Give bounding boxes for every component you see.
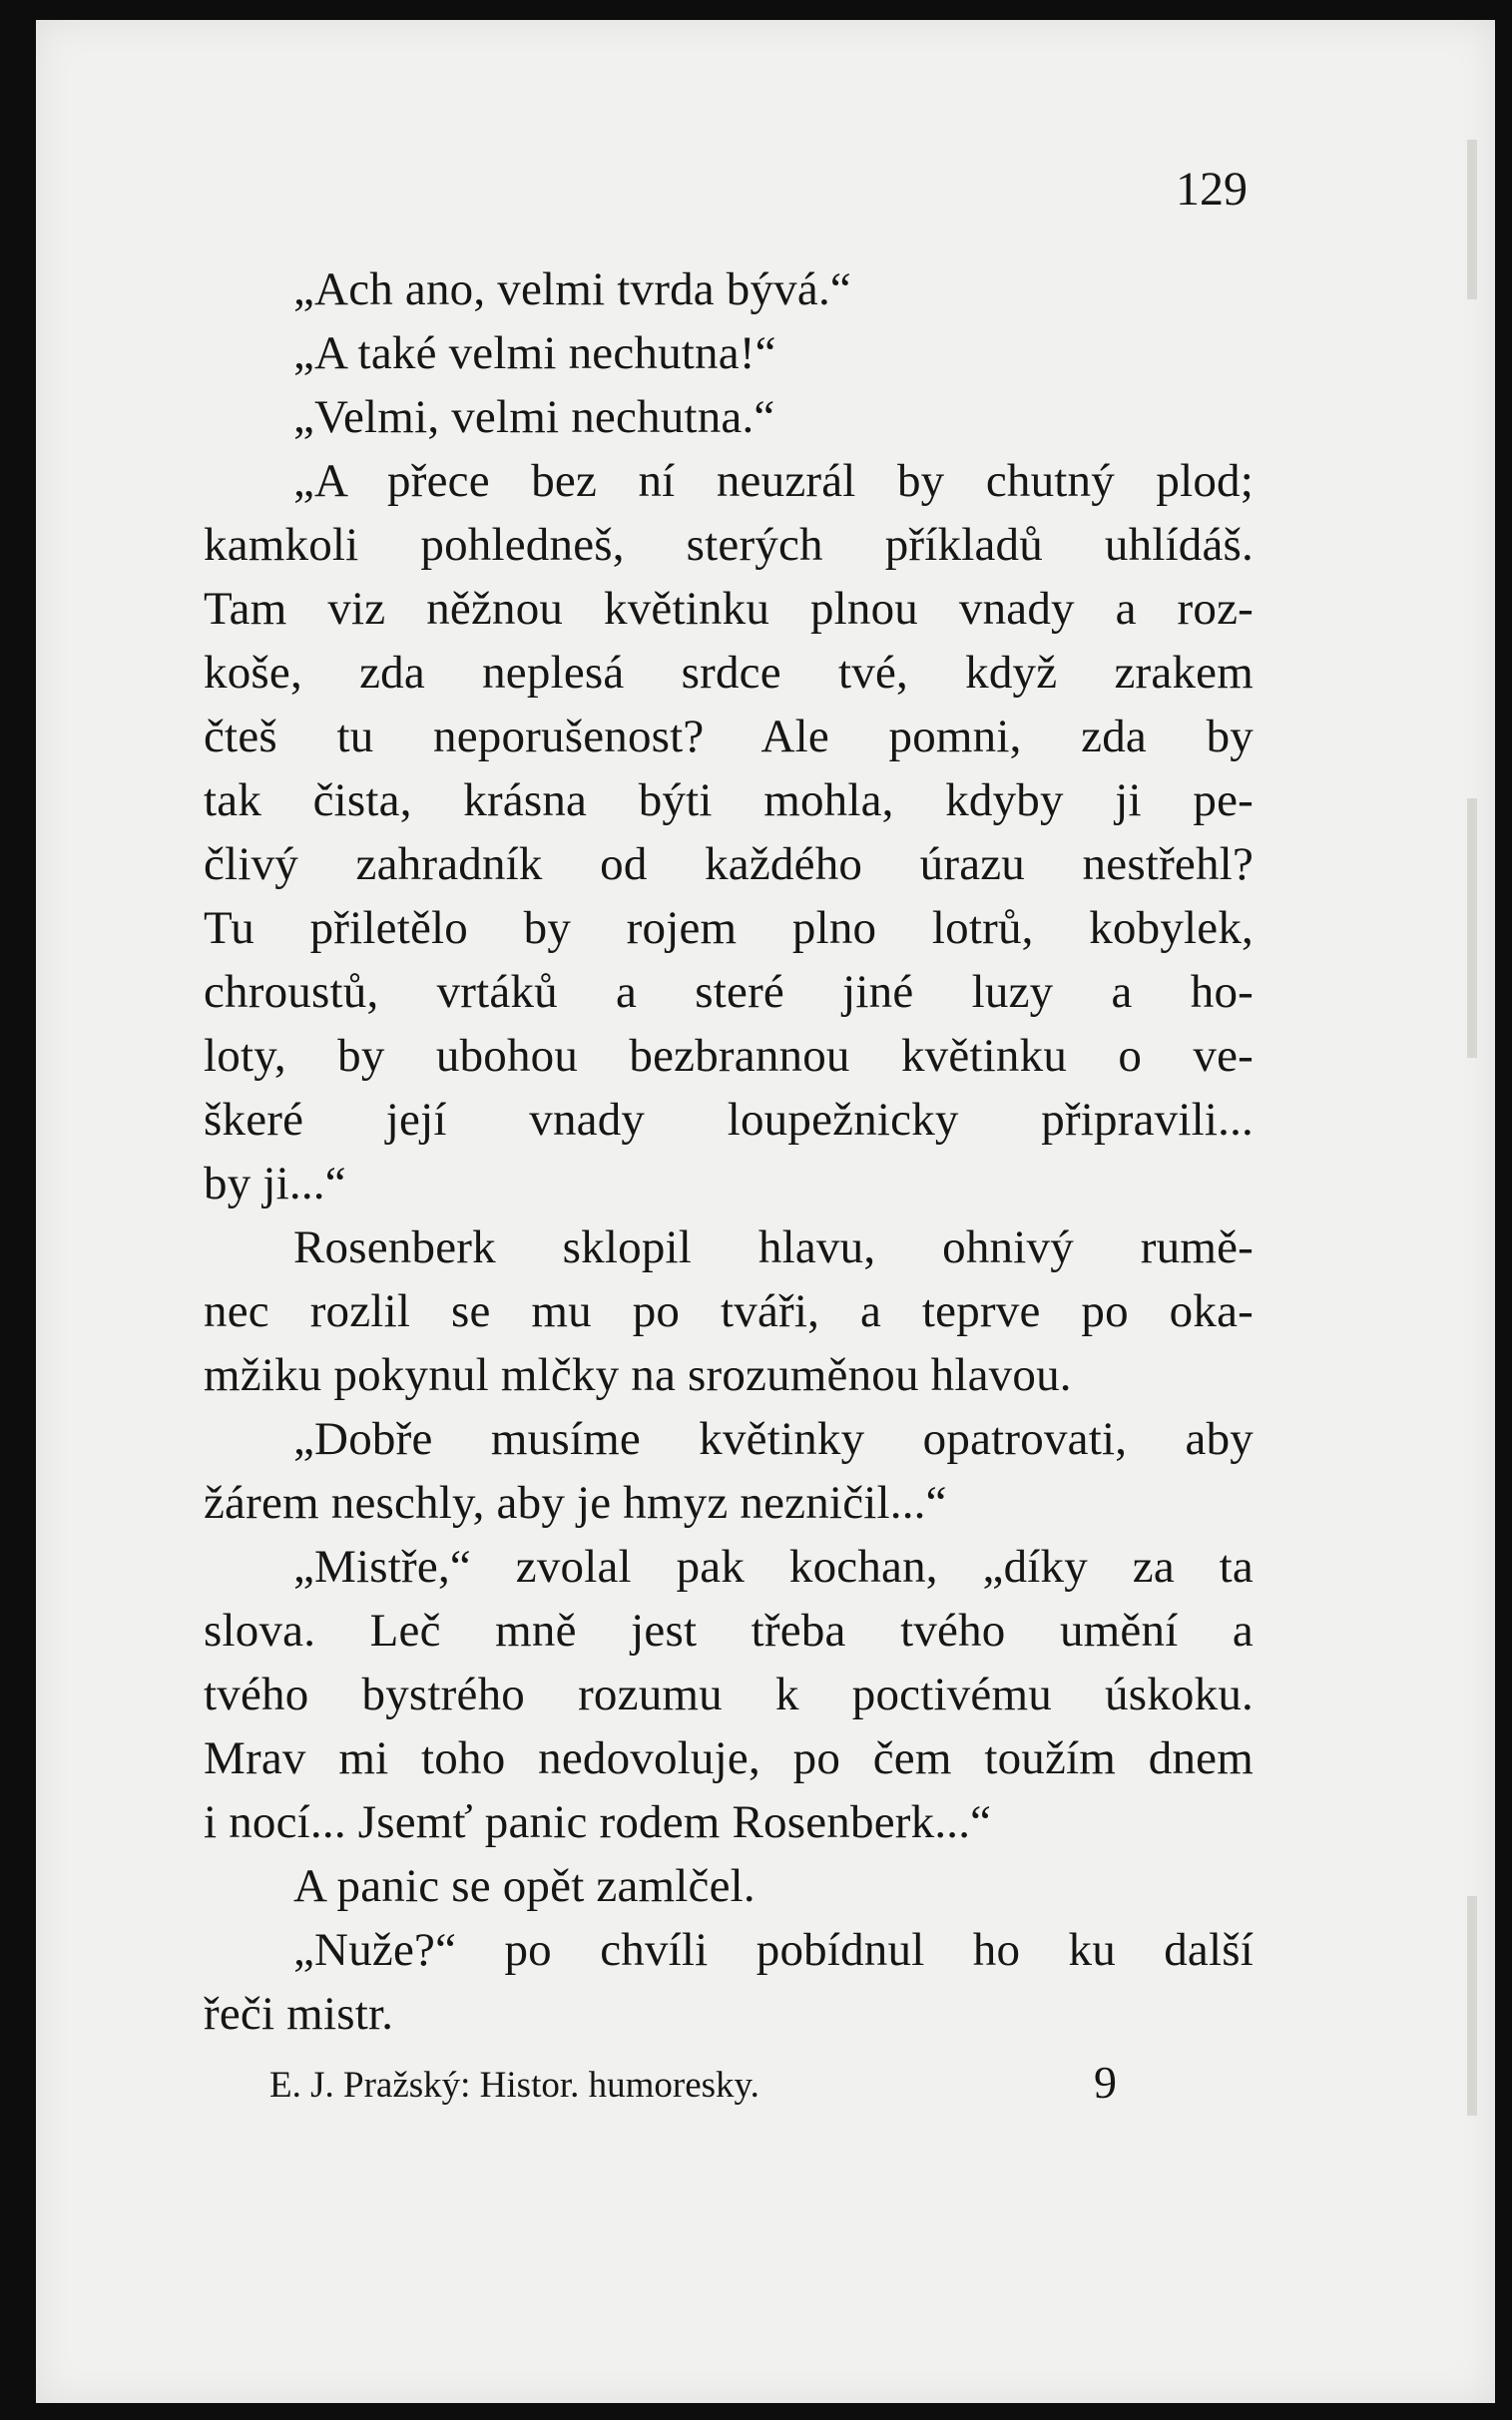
text-line: řeči mistr. bbox=[204, 1988, 394, 2040]
text-line: „A přece bez ní neuzrál by chutný plod; bbox=[293, 455, 1254, 507]
page-body-text bbox=[204, 257, 1254, 2046]
text-line: škeré její vnady loupežnicky připravili... bbox=[204, 1094, 1254, 1146]
text-line: mžiku pokynul mlčky na srozuměnou hlavou. bbox=[204, 1349, 1072, 1401]
text-line: Tam viz něžnou květinku plnou vnady a roz- bbox=[204, 583, 1254, 635]
text-line: slova. Leč mně jest třeba tvého umění a bbox=[204, 1605, 1254, 1657]
text-line: Rosenberk sklopil hlavu, ohnivý rumě- bbox=[293, 1221, 1254, 1273]
text-line: čteš tu neporušenost? Ale pomni, zda by bbox=[204, 711, 1254, 762]
text-line: tvého bystrého rozumu k poctivému úskoku. bbox=[204, 1669, 1254, 1720]
text-line: tak čista, krásna býti mohla, kdyby ji pe- bbox=[204, 774, 1254, 826]
text-line: loty, by ubohou bezbrannou květinku o ve- bbox=[204, 1030, 1254, 1082]
text-line: i nocí... Jsemť panic rodem Rosenberk...“ bbox=[204, 1796, 992, 1848]
page-edge-mark bbox=[1467, 798, 1477, 1058]
text-line: „Ach ano, velmi tvrda bývá.“ bbox=[293, 263, 851, 315]
footer-signature-mark: 9 bbox=[1094, 2057, 1117, 2108]
page-number: 129 bbox=[1176, 163, 1248, 216]
text-line: „Dobře musíme květinky opatrovati, aby bbox=[293, 1413, 1254, 1465]
text-line: koše, zda neplesá srdce tvé, když zrakem bbox=[204, 647, 1254, 699]
text-line: chroustů, vrtáků a steré jiné luzy a ho- bbox=[204, 966, 1254, 1018]
text-line: A panic se opět zamlčel. bbox=[293, 1860, 756, 1912]
text-line: „Nuže?“ po chvíli pobídnul ho ku další bbox=[293, 1924, 1254, 1976]
footer-book-title: E. J. Pražský: Histor. humoresky. bbox=[269, 2065, 759, 2106]
text-line: člivý zahradník od každého úrazu nestřehl? bbox=[204, 838, 1254, 890]
text-line: kamkoli pohledneš, sterých příkladů uhlídáš. bbox=[204, 519, 1254, 571]
page-edge-mark bbox=[1467, 1896, 1477, 2116]
text-line: Mrav mi toho nedovoluje, po čem toužím dnem bbox=[204, 1732, 1254, 1784]
page-edge-mark bbox=[1467, 140, 1477, 299]
text-line: nec rozlil se mu po tváři, a teprve po oka- bbox=[204, 1285, 1254, 1337]
text-line: „A také velmi nechutna!“ bbox=[293, 327, 776, 379]
text-line: by ji...“ bbox=[204, 1158, 346, 1210]
text-line: žárem neschly, aby je hmyz nezničil...“ bbox=[204, 1477, 947, 1529]
text-line: Tu přiletělo by rojem plno lotrů, kobylek, bbox=[204, 902, 1254, 954]
text-line: „Mistře,“ zvolal pak kochan, „díky za ta bbox=[293, 1541, 1254, 1593]
text-line: „Velmi, velmi nechutna.“ bbox=[293, 391, 775, 443]
